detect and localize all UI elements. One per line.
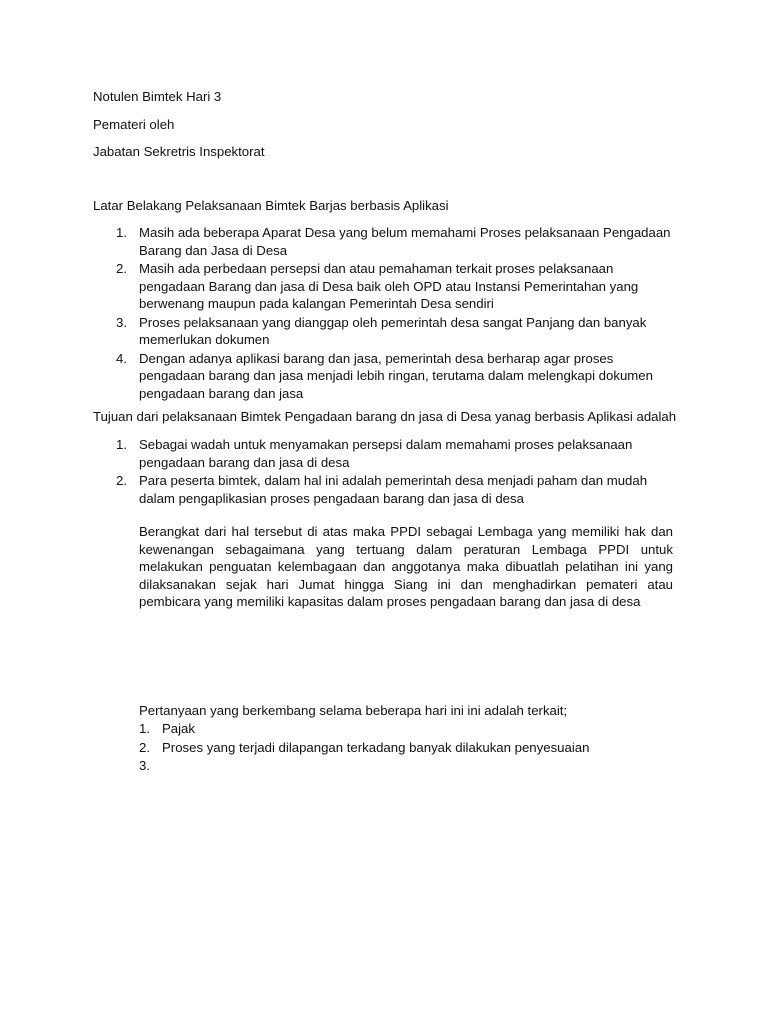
list-item: 1. Sebagai wadah untuk menyamakan persepsi dalam memahami proses pelaksanaan pengadaan barang dan jasa di desa [116,437,633,470]
position-line: Jabatan Sekretris Inspektorat [93,144,265,159]
list-item: 2. Masih ada perbedaan persepsi dan atau pemahaman terkait proses pelaksanaan pengadaan Barang dan jasa di Desa baik oleh OPD atau Instansi Pemerintahan yang berwenang maupun pada kalangan Pemerintah Desa sendiri [116,261,639,311]
questions-heading: Pertanyaan yang berkembang selama beberapa hari ini ini adalah terkait; [139,703,568,718]
presenter-line: Pemateri oleh [93,117,175,132]
background-list [93,224,673,403]
list-item: 2. Proses yang terjadi dilapangan terkadang banyak dilakukan penyesuaian [139,739,590,755]
objectives-heading: Tujuan dari pelaksanaan Bimtek Pengadaan barang dn jasa di Desa yanag berbasis Aplikasi adalah [93,409,677,424]
questions-list: 1. Pajak 2. Proses yang terjadi dilapangan terkadang banyak dilakukan penyesuaian 3. [139,720,682,757]
list-item: 3. Proses pelaksanaan yang dianggap oleh pemerintah desa sangat Panjang dan banyak memerlukan dokumen [116,314,647,347]
list-item: 4. Dengan adanya aplikasi barang dan jasa, pemerintah desa berharap agar proses pengadaan barang dan jasa menjadi lebih ringan, terutama dalam melengkapi dokumen pengadaan barang dan jasa [116,350,653,401]
list-item: 2. Para peserta bimtek, dalam hal ini adalah pemerintah desa menjadi paham dan mudah dalam pengaplikasian proses pengadaan barang dan jasa di desa [116,473,648,506]
list-item: 1. Masih ada beberapa Aparat Desa yang belum memahami Proses pelaksanaan Pengadaan Barang dan Jasa di Desa [116,225,671,258]
background-heading: Latar Belakang Pelaksanaan Bimtek Barjas berbasis Aplikasi [93,198,449,213]
objectives-list [93,436,673,508]
document-title: Notulen Bimtek Hari 3 [93,89,222,104]
list-item: 1. Pajak [139,721,195,736]
body-paragraph: Berangkat dari hal tersebut di atas maka PPDI sebagai Lembaga yang memiliki hak dan kewenangan sebagaimana yang tertuang dalam peraturan Lembaga PPDI untuk melakukan penguatan kelembagaan dan anggotanya maka dibuatlah pelatihan ini yang dilaksanakan sejak hari Jumat hingga Siang ini dan menghadirkan pemateri atau pembicara yang memiliki kapasitas dalam proses pengadaan barang dan jasa di desa [139,524,673,609]
